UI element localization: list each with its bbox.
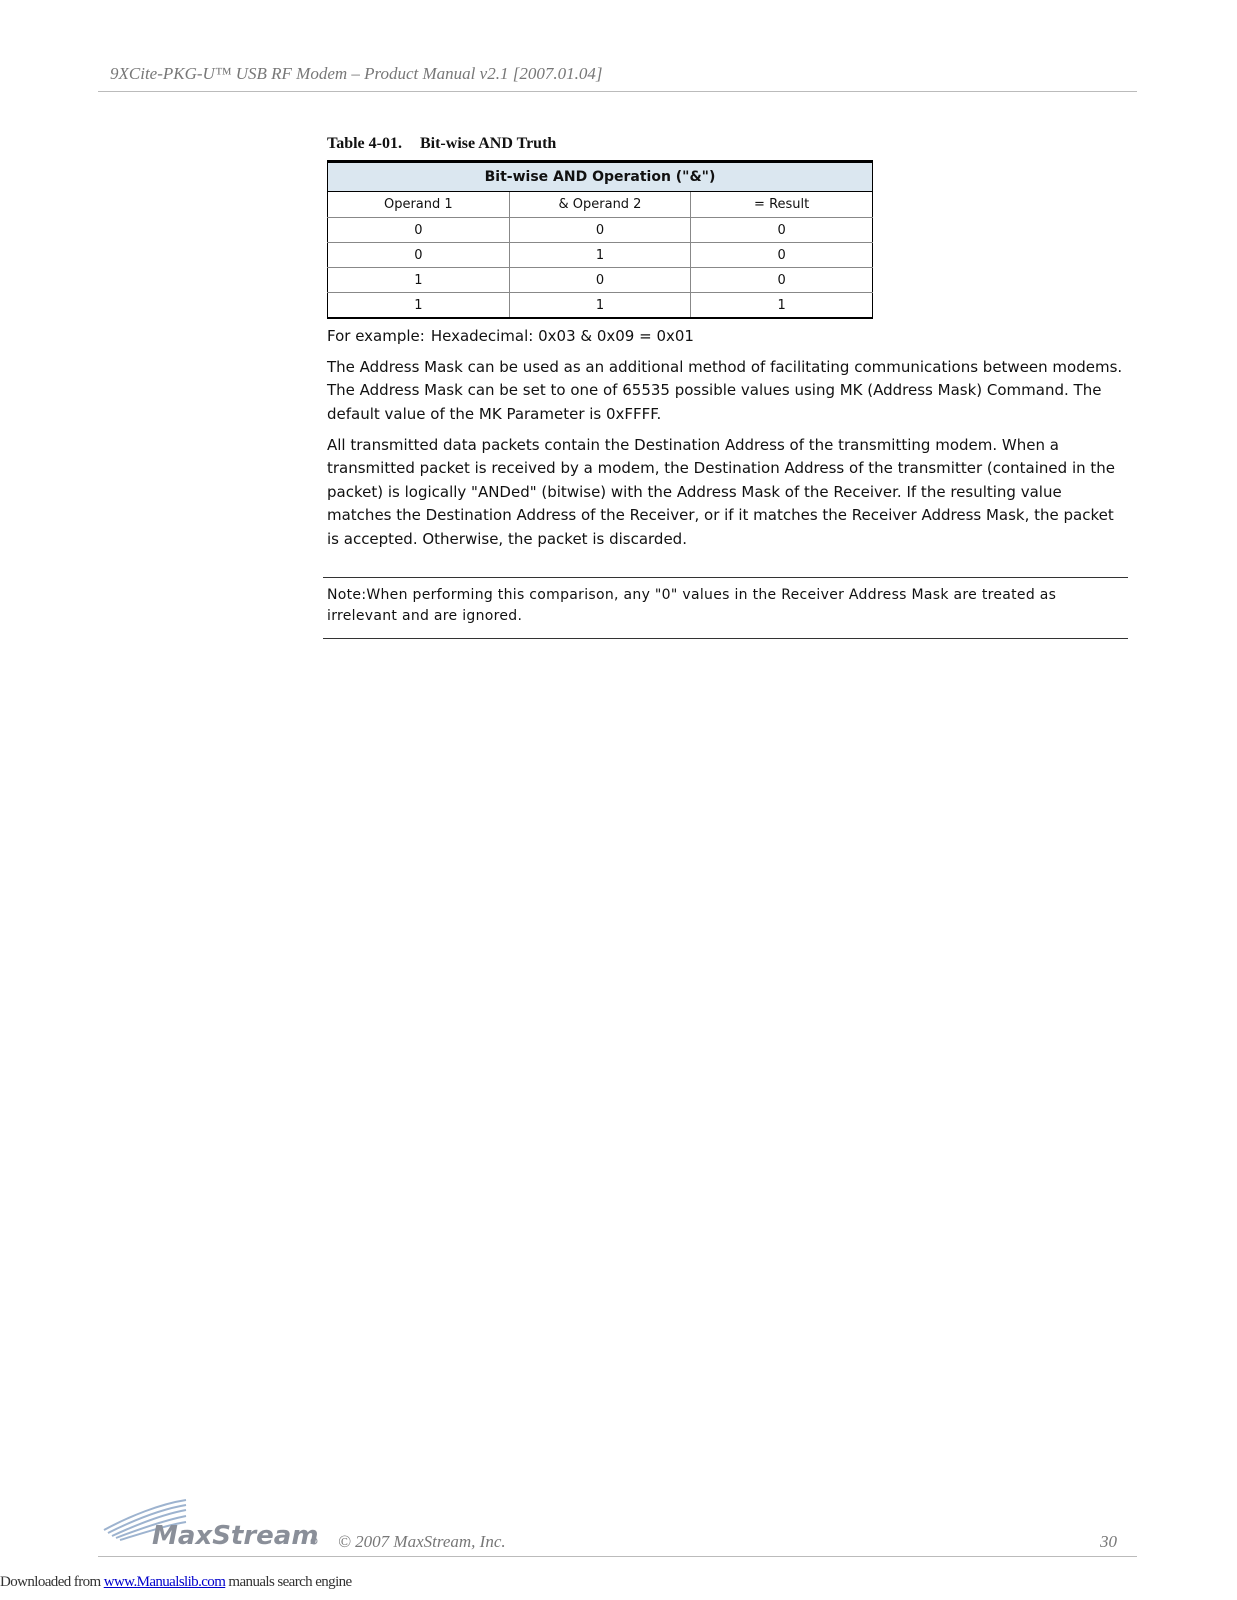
note-bottom-rule xyxy=(323,638,1128,639)
running-header: 9XCite-PKG-U™ USB RF Modem – Product Manual v2.1 [2007.01.04] xyxy=(110,64,603,83)
header-divider xyxy=(98,91,1137,92)
table-caption-number: Table 4-01. xyxy=(327,135,402,152)
download-suffix: manuals search engine xyxy=(228,1574,352,1590)
table-cell: 1 xyxy=(509,243,691,268)
logo-wordmark: MaxStream xyxy=(152,1521,319,1551)
table-cell: 1 xyxy=(691,293,873,319)
table-cell: 1 xyxy=(328,268,510,293)
copyright: © 2007 MaxStream, Inc. xyxy=(338,1532,506,1551)
example-value: Hexadecimal: 0x03 & 0x09 = 0x01 xyxy=(430,327,694,345)
table-cell: 0 xyxy=(509,268,691,293)
table-caption-title: Bit-wise AND Truth xyxy=(419,135,557,152)
column-header-operand1: Operand 1 xyxy=(328,192,510,218)
truth-table xyxy=(327,160,873,319)
table-cell: 1 xyxy=(328,293,510,319)
column-header-result: = Result xyxy=(691,192,873,218)
footer-divider xyxy=(98,1556,1137,1557)
table-caption xyxy=(327,135,556,153)
column-header-operand2: & Operand 2 xyxy=(509,192,691,218)
download-credit xyxy=(0,1574,352,1591)
manualslib-link[interactable]: www.Manualslib.com xyxy=(103,1574,226,1590)
table-cell: 0 xyxy=(691,268,873,293)
table-cell: 0 xyxy=(691,243,873,268)
table-cell: 0 xyxy=(328,243,510,268)
table-row xyxy=(328,268,873,293)
maxstream-logo xyxy=(100,1492,330,1552)
paragraph-address-mask: The Address Mask can be used as an additional method of facilitating communications between modems. The Address Mask can be set to one of 65535 possible values using MK (Address Mask) Command. The default value of the MK Parameter is 0xFFFF. xyxy=(327,358,1123,423)
note-text: Note:When performing this comparison, any "0" values in the Receiver Address Mask are treated as irrelevant and are ignored. xyxy=(327,587,1057,624)
table-row xyxy=(328,293,873,319)
table-cell: 1 xyxy=(509,293,691,319)
table-cell: 0 xyxy=(509,218,691,243)
paragraph-packet-filtering: All transmitted data packets contain the Destination Address of the transmitting modem. When a transmitted packet is received by a modem, the Destination Address of the transmitter (contained in the packet) is logically "ANDed" (bitwise) with the Address Mask of the Receiver. If the resulting value matches the Destination Address of the Receiver, or if it matches the Receiver Address Mask, the packet is accepted. Otherwise, the packet is discarded. xyxy=(327,436,1115,548)
example-label: For example: xyxy=(327,327,425,345)
table-row xyxy=(328,218,873,243)
table-header-row xyxy=(328,192,873,218)
download-prefix: Downloaded from xyxy=(0,1574,101,1590)
example-line xyxy=(327,327,694,345)
table-banner: Bit-wise AND Operation ("&") xyxy=(328,162,873,192)
table-row xyxy=(328,243,873,268)
page-number: 30 xyxy=(1100,1532,1117,1551)
table-cell: 0 xyxy=(691,218,873,243)
table-cell: 0 xyxy=(328,218,510,243)
note-top-rule xyxy=(323,577,1128,578)
